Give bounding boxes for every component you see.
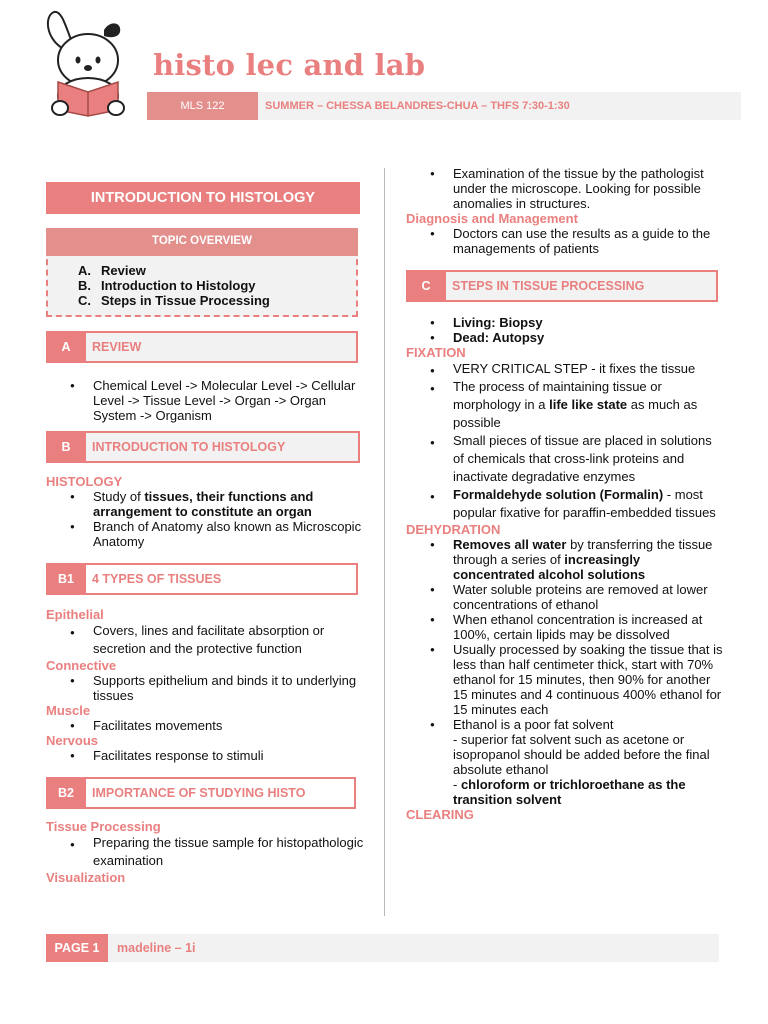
section-label: IMPORTANCE OF STUDYING HISTO — [92, 786, 306, 800]
clearing-heading: CLEARING — [406, 807, 474, 822]
topic-overview-title: TOPIC OVERVIEW — [46, 228, 358, 256]
footer-author: madeline – 1i — [117, 941, 196, 955]
right-column — [406, 166, 724, 822]
list-item: ● Usually processed by soaking the tissue that is less than half centimeter thick, start with 70% ethanol for 15 minutes, then 90% for another 15 minutes and 4 continuous 400% ethanol for 15 minutes each — [453, 642, 724, 717]
list-item: ● Small pieces of tissue are placed in solutions of chemicals that cross-link proteins and inactivate degradative enzymes — [453, 432, 724, 486]
list-item: ● Preparing the tissue sample for histopathologic examination — [93, 834, 364, 870]
list-item: ● Ethanol is a poor fat solvent - superior fat solvent such as acetone or isopropanol should be added before the final absolute ethanol - chloroform or trichloroethane as the transition solvent — [453, 717, 724, 807]
tissue-type-heading: Connective — [46, 658, 117, 673]
list-item: ● Study of tissues, their functions and arrangement to constitute an organ — [93, 489, 364, 519]
section-tag: C — [406, 270, 446, 302]
mascot-reading-book-logo — [44, 8, 132, 120]
tissue-type-list — [46, 748, 364, 763]
list-item: ● Facilitates movements — [93, 718, 364, 733]
list-item: ● Dead: Autopsy — [453, 330, 724, 345]
review-list — [46, 378, 364, 423]
list-item: ● Facilitates response to stimuli — [93, 748, 364, 763]
page-number-badge: PAGE 1 — [46, 934, 108, 962]
histology-list — [46, 489, 364, 549]
tissue-type-heading: Nervous — [46, 733, 99, 748]
topic-item: C. Steps in Tissue Processing — [78, 293, 270, 308]
course-info: SUMMER – CHESSA BELANDRES-CHUA – THFS 7:30-1:30 — [265, 100, 570, 112]
section-c-bar — [406, 270, 718, 302]
tissue-type-list — [46, 673, 364, 703]
list-item: ● When ethanol concentration is increased at 100%, certain lipids may be dissolved — [453, 612, 724, 642]
dehydration-heading: DEHYDRATION — [406, 522, 501, 537]
list-item: ● The process of maintaining tissue or morphology in a life like state as much as possible — [453, 378, 724, 432]
course-code-badge: MLS 122 — [147, 92, 258, 120]
tissue-processing-heading: Tissue Processing — [46, 819, 161, 834]
section-tag: B1 — [46, 563, 86, 595]
tissue-type-list — [46, 718, 364, 733]
list-item: ● VERY CRITICAL STEP - it fixes the tissue — [453, 360, 724, 378]
topic-item: B. Introduction to Histology — [78, 278, 256, 293]
section-tag: B — [46, 431, 86, 463]
section-b1-bar — [46, 563, 358, 595]
tissue-processing-list — [46, 834, 364, 870]
list-item: ● Water soluble proteins are removed at lower concentrations of ethanol — [453, 582, 724, 612]
fixation-list — [406, 360, 724, 522]
topic-overview-list — [48, 256, 356, 315]
tissue-type-heading: Epithelial — [46, 607, 104, 622]
section-a-bar — [46, 331, 358, 363]
list-item: ● Removes all water by transferring the tissue through a series of increasingly concentrated alcohol solutions — [453, 537, 724, 582]
list-item: ● Examination of the tissue by the pathologist under the microscope. Looking for possible anomalies in structures. — [453, 166, 724, 211]
list-item: ● Branch of Anatomy also known as Microscopic Anatomy — [93, 519, 364, 549]
tissue-type-heading: Muscle — [46, 703, 91, 718]
specimen-list — [406, 315, 724, 345]
topic-overview-box — [46, 228, 358, 317]
list-item: ● Chemical Level -> Molecular Level -> Cellular Level -> Tissue Level -> Organ -> Organ System -> Organism — [93, 378, 364, 423]
section-label: STEPS IN TISSUE PROCESSING — [452, 279, 645, 293]
section-tag: B2 — [46, 777, 86, 809]
list-item: ● Covers, lines and facilitate absorption or secretion and the protective function — [93, 622, 364, 658]
section-label: INTRODUCTION TO HISTOLOGY — [92, 440, 286, 454]
visualization-list — [406, 166, 724, 211]
dehydration-list — [406, 537, 724, 807]
left-column — [46, 182, 364, 885]
tissue-type-list — [46, 622, 364, 658]
visualization-heading: Visualization — [46, 870, 126, 885]
section-tag: A — [46, 331, 86, 363]
list-item: ● Living: Biopsy — [453, 315, 724, 330]
list-item: ● Formaldehyde solution (Formalin) - most popular fixative for paraffin-embedded tissues — [453, 486, 724, 522]
fixation-heading: FIXATION — [406, 345, 466, 360]
histology-heading: HISTOLOGY — [46, 474, 123, 489]
topic-item: A. Review — [78, 263, 146, 278]
section-label: REVIEW — [92, 340, 142, 354]
diagnosis-list — [406, 226, 724, 256]
section-b-bar — [46, 431, 360, 463]
column-divider — [384, 168, 385, 916]
section-label: 4 TYPES OF TISSUES — [92, 572, 222, 586]
list-item: ● Doctors can use the results as a guide to the managements of patients — [453, 226, 724, 256]
document-title: histo lec and lab — [153, 48, 426, 82]
diagnosis-heading: Diagnosis and Management — [406, 211, 578, 226]
intro-title-bar: INTRODUCTION TO HISTOLOGY — [46, 182, 360, 214]
section-b2-bar — [46, 777, 356, 809]
list-item: ● Supports epithelium and binds it to underlying tissues — [93, 673, 364, 703]
